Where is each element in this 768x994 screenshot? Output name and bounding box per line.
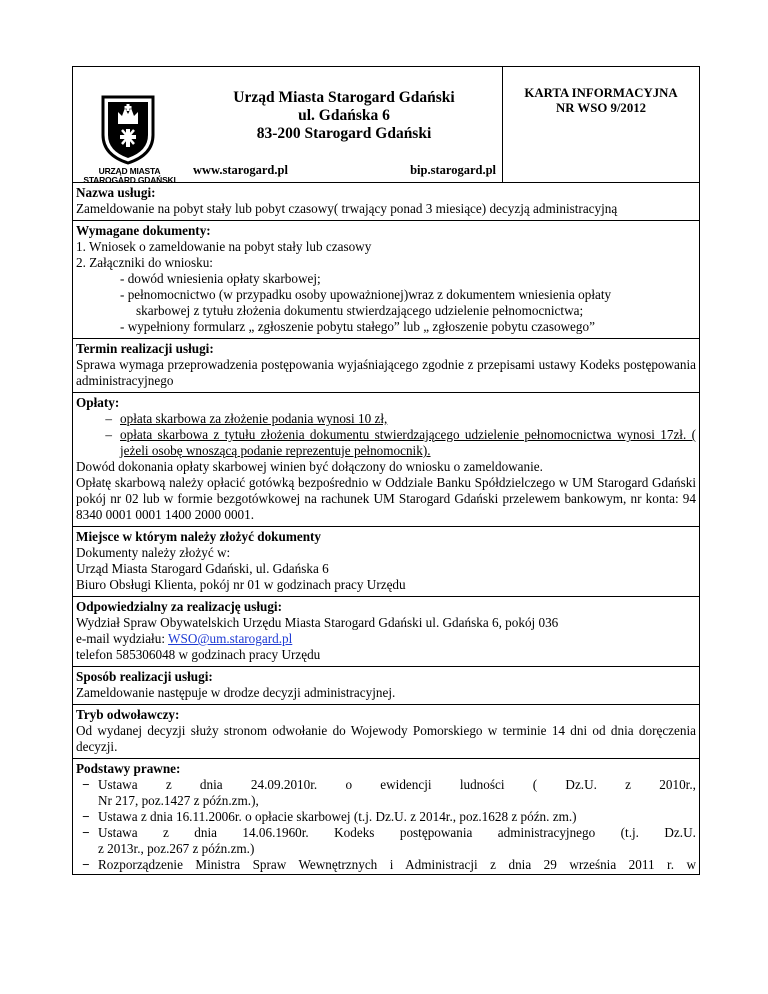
- appeal-title: Tryb odwoławczy:: [76, 707, 180, 722]
- fees-note-1: Dowód dokonania opłaty skarbowej winien być dołączony do wniosku o zameldowanie.: [76, 459, 543, 474]
- bip-link[interactable]: bip.starogard.pl: [410, 163, 496, 177]
- legal-word: 14.06.1960r.: [242, 825, 309, 840]
- documents-sub-1: - dowód wniesienia opłaty skarbowej;: [120, 271, 321, 286]
- fees-title: Opłaty:: [76, 395, 120, 410]
- place-line-1: Dokumenty należy złożyć w:: [76, 545, 231, 560]
- fees-item-1-text: opłata skarbowa za złożenie podania wynosi 10 zł,: [120, 411, 388, 426]
- legal-word: (t.j.: [620, 825, 639, 840]
- email-label: e-mail wydziału:: [76, 631, 169, 646]
- email-link[interactable]: WSO@um.starogard.pl: [168, 631, 293, 646]
- card-number-cell: [503, 67, 699, 182]
- legal-word: dnia: [194, 825, 217, 840]
- legal-word: Dz.U.: [565, 777, 597, 792]
- logo-text-line2: STAROGARD GDAŃSKI: [83, 175, 176, 185]
- legal-item-3-body: [98, 825, 696, 857]
- legal-word: o: [345, 777, 353, 792]
- legal-item-3-line: [98, 825, 696, 841]
- logo-text-line1: URZĄD MIASTA: [98, 166, 161, 176]
- legal-word: z: [162, 825, 169, 840]
- fees-item-1: [76, 411, 696, 427]
- appeal-section: [72, 704, 700, 758]
- legal-word: Dz.U.: [664, 825, 696, 840]
- legal-bullet: −: [82, 809, 90, 824]
- legal-item-2-text: Ustawa z dnia 16.11.2006r. o opłacie skarbowej (t.j. Dz.U. z 2014r., poz.1628 z późn. zm.): [98, 809, 577, 824]
- legal-word: Ustawa: [98, 825, 138, 840]
- place-line-2: Urząd Miasta Starogard Gdański, ul. Gdańska 6: [76, 561, 329, 576]
- legal-word: z: [165, 777, 172, 792]
- legal-title: Podstawy prawne:: [76, 761, 181, 776]
- fees-item-2-text: opłata skarbowa z tytułu złożenia dokumentu stwierdzającego udzielenie pełnomocnictwa wynosi 17zł. ( jeżeli osobę wnoszącą podanie reprezentuje pełnomocnik).: [120, 427, 696, 458]
- legal-word: (: [532, 777, 538, 792]
- documents-sub-2: - pełnomocnictwo (w przypadku osoby upoważnionej)wraz z dokumentem wniesienia opłaty: [120, 287, 612, 302]
- legal-word: postępowania: [399, 825, 473, 840]
- legal-section: [72, 758, 700, 875]
- fees-section: [72, 392, 700, 526]
- legal-word: administracyjnego: [497, 825, 596, 840]
- card-title: [503, 86, 699, 116]
- documents-item-1: 1. Wniosek o zameldowanie na pobyt stały lub czasowy: [76, 239, 372, 254]
- fees-item-2: [76, 427, 696, 459]
- office-info-cell: [186, 67, 503, 182]
- legal-bullet: −: [82, 825, 90, 840]
- card-title-line1: KARTA INFORMACYJNA: [524, 86, 678, 100]
- documents-sub-3: - wypełniony formularz „ zgłoszenie pobytu stałego” lub „ zgłoszenie pobytu czasowego”: [120, 319, 595, 334]
- place-title: Miejsce w którym należy złożyć dokumenty: [76, 529, 322, 544]
- legal-bullet: −: [82, 857, 90, 872]
- legal-word: ewidencji: [380, 777, 432, 792]
- service-title: Nazwa usługi:: [76, 185, 156, 200]
- office-links: [193, 162, 496, 178]
- legal-item-2: [76, 809, 696, 825]
- office-name: Urząd Miasta Starogard Gdański: [233, 89, 455, 106]
- documents-title: Wymagane dokumenty:: [76, 223, 211, 238]
- fees-note-2: Opłatę skarbową należy opłacić gotówką bezpośrednio w Oddziale Banku Spółdzielczego w UM Starogard Gdański pokój nr 02 lub w formie bezgotówkowej na rachunek UM Starogard Gdański przelewem bankowym, nr konta: 94 8340 0001 0001 1400 2000 0001.: [76, 475, 696, 522]
- legal-item-3: [76, 825, 696, 857]
- deadline-title: Termin realizacji usługi:: [76, 341, 214, 356]
- responsible-phone: telefon 585306048 w godzinach pracy Urzędu: [76, 647, 321, 662]
- documents-item-2: 2. Załączniki do wniosku:: [76, 255, 213, 270]
- documents-sub-2-cont: skarbowej z tytułu złożenia dokumentu stwierdzającego udzielenie pełnomocnictwa;: [136, 303, 584, 318]
- service-section: [72, 182, 700, 220]
- legal-item-3-cont: z 2013r., poz.267 z późn.zm.): [98, 841, 255, 856]
- logo-cell: [73, 67, 186, 185]
- office-street: ul. Gdańska 6: [298, 107, 390, 124]
- legal-word: dnia: [199, 777, 223, 792]
- responsible-line-1: Wydział Spraw Obywatelskich Urzędu Miasta Starogard Gdański ul. Gdańska 6, pokój 036: [76, 615, 559, 630]
- header-section: [72, 66, 700, 185]
- responsible-section: [72, 596, 700, 666]
- method-title: Sposób realizacji usługi:: [76, 669, 213, 684]
- office-postal: 83-200 Starogard Gdański: [256, 125, 432, 142]
- appeal-text: Od wydanej decyzji służy stronom odwołanie do Wojewody Pomorskiego w terminie 14 dni od dnia doręczenia decyzji.: [76, 723, 696, 754]
- documents-section: [72, 220, 700, 338]
- card-title-line2: NR WSO 9/2012: [555, 101, 647, 115]
- legal-item-1-line: [98, 777, 696, 793]
- legal-word: ludności: [459, 777, 505, 792]
- deadline-text: Sprawa wymaga przeprowadzenia postępowania wyjaśniającego zgodnie z przepisami ustawy Kodeks postępowania administracyjnego: [76, 357, 696, 388]
- city-coat-of-arms-icon: [95, 95, 161, 165]
- responsible-title: Odpowiedzialny za realizację usługi:: [76, 599, 282, 614]
- legal-item-4: [76, 857, 696, 873]
- legal-item-1-body: [98, 777, 696, 809]
- fees-dash: –: [105, 427, 112, 442]
- legal-word: 24.09.2010r.: [250, 777, 318, 792]
- legal-item-1-cont: Nr 217, poz.1427 z późn.zm.),: [98, 793, 259, 808]
- method-text: Zameldowanie następuje w drodze decyzji administracyjnej.: [76, 685, 396, 700]
- deadline-section: [72, 338, 700, 392]
- fees-dash: –: [105, 411, 112, 426]
- legal-item-1: [76, 777, 696, 809]
- method-section: [72, 666, 700, 704]
- legal-bullet: −: [82, 777, 90, 792]
- legal-word: Ustawa: [98, 777, 138, 792]
- legal-word: 2010r.,: [659, 777, 696, 792]
- website-link[interactable]: www.starogard.pl: [193, 163, 288, 177]
- place-section: [72, 526, 700, 596]
- place-line-3: Biuro Obsługi Klienta, pokój nr 01 w godzinach pracy Urzędu: [76, 577, 406, 592]
- service-text: Zameldowanie na pobyt stały lub pobyt czasowy( trwający ponad 3 miesiące) decyzją administracyjną: [76, 201, 618, 216]
- legal-word: z: [625, 777, 632, 792]
- legal-item-4-text: Rozporządzenie Ministra Spraw Wewnętrznych i Administracji z dnia 29 września 2011 r. w: [98, 857, 696, 872]
- legal-word: Kodeks: [334, 825, 375, 840]
- office-address: [186, 89, 502, 143]
- info-card: [72, 66, 700, 875]
- responsible-email-line: [76, 631, 696, 647]
